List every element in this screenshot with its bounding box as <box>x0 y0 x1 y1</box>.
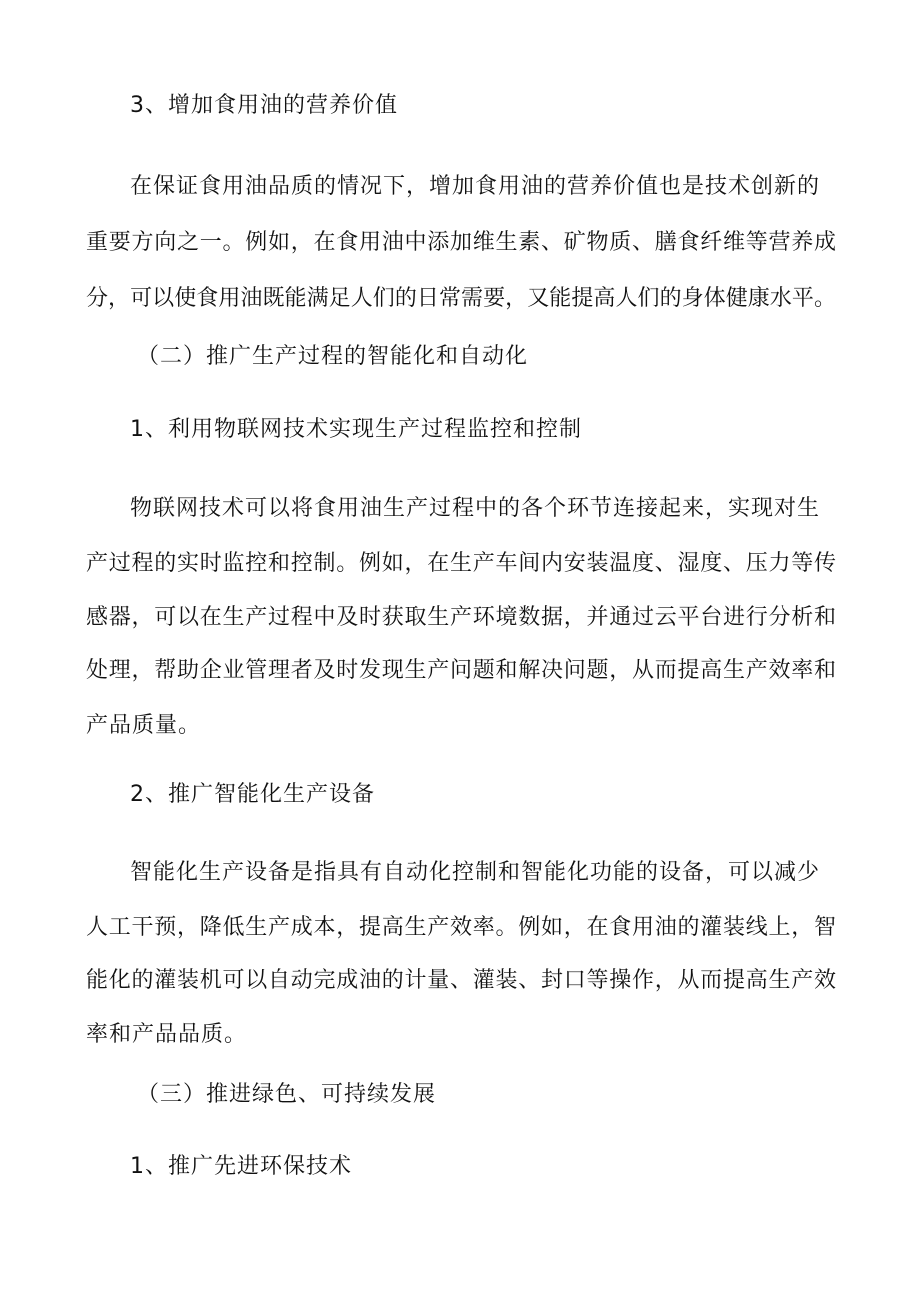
heading-environmental-technology: 1、推广先进环保技术 <box>130 1154 352 1179</box>
section-title-intelligent-production: （二）推广生产过程的智能化和自动化 <box>137 344 529 369</box>
paragraph-iot-line-3: 感器，可以在生产过程中及时获取生产环境数据，并通过云平台进行分析和 <box>86 605 836 630</box>
paragraph-equipment-line-1: 智能化生产设备是指具有自动化控制和智能化功能的设备，可以减少 <box>130 860 821 885</box>
heading-intelligent-equipment: 2、推广智能化生产设备 <box>130 782 375 807</box>
heading-iot-monitoring: 1、利用物联网技术实现生产过程监控和控制 <box>130 417 582 442</box>
paragraph-equipment-line-2: 人工干预，降低生产成本，提高生产效率。例如，在食用油的灌装线上，智 <box>86 915 836 940</box>
paragraph-iot-line-1: 物联网技术可以将食用油生产过程中的各个环节连接起来，实现对生 <box>130 496 821 521</box>
paragraph-equipment-line-4: 率和产品品质。 <box>86 1022 248 1047</box>
heading-increase-nutrition: 3、增加食用油的营养价值 <box>130 93 398 118</box>
paragraph-nutrition-line-1: 在保证食用油品质的情况下，增加食用油的营养价值也是技术创新的 <box>130 174 821 199</box>
paragraph-nutrition-line-2: 重要方向之一。例如，在食用油中添加维生素、矿物质、膳食纤维等营养成 <box>86 230 836 255</box>
section-title-green-development: （三）推进绿色、可持续发展 <box>137 1082 437 1107</box>
paragraph-iot-line-5: 产品质量。 <box>86 713 202 738</box>
paragraph-nutrition-line-3: 分，可以使食用油既能满足人们的日常需要，又能提高人们的身体健康水平。 <box>86 286 836 311</box>
paragraph-iot-line-2: 产过程的实时监控和控制。例如，在生产车间内安装温度、湿度、压力等传 <box>86 551 836 576</box>
paragraph-iot-line-4: 处理，帮助企业管理者及时发现生产问题和解决问题，从而提高生产效率和 <box>86 658 836 683</box>
paragraph-equipment-line-3: 能化的灌装机可以自动完成油的计量、灌装、封口等操作，从而提高生产效 <box>86 968 836 993</box>
